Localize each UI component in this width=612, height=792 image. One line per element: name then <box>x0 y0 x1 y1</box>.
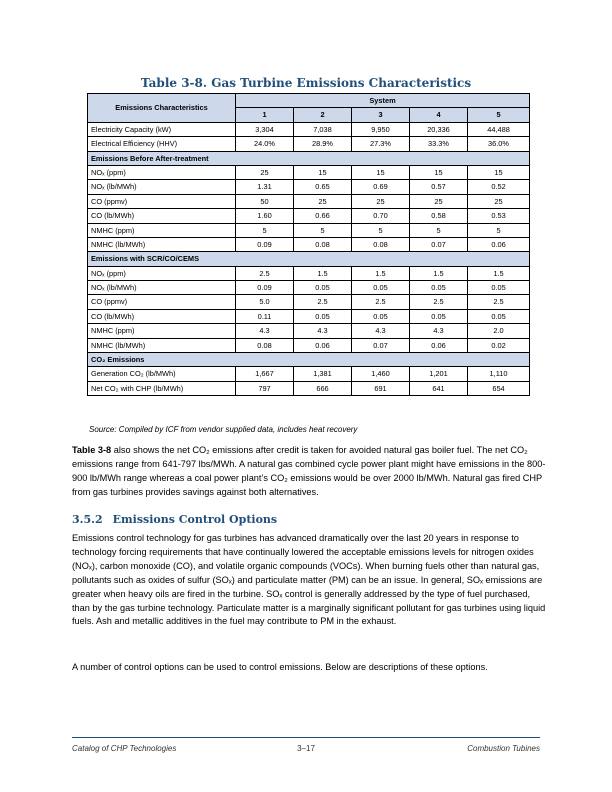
table-section-title: Emissions Before After-treatment <box>88 151 530 165</box>
table-row <box>88 194 530 208</box>
paragraph-control-options: A number of control options can be used to control emissions. Below are descriptions of these options. <box>72 662 488 672</box>
table-cell: 691 <box>352 381 410 395</box>
table-cell: 1.31 <box>236 180 294 194</box>
table-cell: 5 <box>352 223 410 237</box>
table-cell: 0.53 <box>468 209 530 223</box>
table-cell: 0.58 <box>410 209 468 223</box>
row-label: CO (ppmv) <box>88 295 236 309</box>
table-cell: 4.3 <box>236 324 294 338</box>
row-label: CO (ppmv) <box>88 194 236 208</box>
table-row <box>88 295 530 309</box>
table-cell: 15 <box>294 165 352 179</box>
footer-page-number: 3–17 <box>297 744 315 753</box>
table-cell: 4.3 <box>352 324 410 338</box>
table-cell: 1.5 <box>352 266 410 280</box>
row-label: Electricity Capacity (kW) <box>88 122 236 136</box>
row-label: Generation CO₂ (lb/MWh) <box>88 367 236 381</box>
footer-chapter-title: Combustion Tubines <box>467 744 540 753</box>
table-cell: 1.60 <box>236 209 294 223</box>
table-cell: 27.3% <box>352 137 410 151</box>
table-row <box>88 165 530 179</box>
table-cell: 1,667 <box>236 367 294 381</box>
table-row <box>88 209 530 223</box>
table-row <box>88 309 530 323</box>
table-cell: 0.05 <box>410 309 468 323</box>
table-cell: 0.05 <box>352 281 410 295</box>
table-reference: Table 3-8 <box>72 445 112 455</box>
section-number: 3.5.2 <box>72 513 103 526</box>
table-row <box>88 381 530 395</box>
row-label: Net CO₂ with CHP (lb/MWh) <box>88 381 236 395</box>
table-row <box>88 237 530 251</box>
table-cell: 641 <box>410 381 468 395</box>
table-cell: 0.06 <box>294 338 352 352</box>
table-cell: 0.05 <box>352 309 410 323</box>
table-row <box>88 281 530 295</box>
table-cell: 2.5 <box>410 295 468 309</box>
table-cell: 797 <box>236 381 294 395</box>
table-cell: 0.08 <box>236 338 294 352</box>
row-label: NMHC (ppm) <box>88 324 236 338</box>
system-column-header: 5 <box>468 108 530 122</box>
table-row <box>88 338 530 352</box>
table-cell: 4.3 <box>410 324 468 338</box>
system-column-header: 4 <box>410 108 468 122</box>
table-cell: 0.05 <box>294 281 352 295</box>
paragraph-net-co2 <box>72 444 548 500</box>
table-row <box>88 223 530 237</box>
row-label: Electrical Efficiency (HHV) <box>88 137 236 151</box>
table-cell: 0.69 <box>352 180 410 194</box>
emissions-table <box>87 93 530 396</box>
table-cell: 0.66 <box>294 209 352 223</box>
table-row <box>88 180 530 194</box>
table-cell: 50 <box>236 194 294 208</box>
table-cell: 33.3% <box>410 137 468 151</box>
table-cell: 20,336 <box>410 122 468 136</box>
table-cell: 1.5 <box>294 266 352 280</box>
row-label: CO (lb/MWh) <box>88 309 236 323</box>
table-cell: 666 <box>294 381 352 395</box>
table-cell: 1,381 <box>294 367 352 381</box>
table-cell: 1.5 <box>468 266 530 280</box>
table-cell: 44,488 <box>468 122 530 136</box>
table-cell: 654 <box>468 381 530 395</box>
row-label: NOₓ (lb/MWh) <box>88 281 236 295</box>
table-cell: 15 <box>468 165 530 179</box>
row-label: NMHC (lb/MWh) <box>88 237 236 251</box>
table-cell: 0.65 <box>294 180 352 194</box>
table-cell: 5 <box>236 223 294 237</box>
table-cell: 0.70 <box>352 209 410 223</box>
table-cell: 0.11 <box>236 309 294 323</box>
table-row <box>88 367 530 381</box>
row-label: NMHC (lb/MWh) <box>88 338 236 352</box>
row-label: NOₓ (lb/MWh) <box>88 180 236 194</box>
table-cell: 1,110 <box>468 367 530 381</box>
table-section-row <box>88 252 530 266</box>
footer-catalog-title: Catalog of CHP Technologies <box>72 744 177 753</box>
table-cell: 0.05 <box>410 281 468 295</box>
table-row <box>88 137 530 151</box>
row-label: NMHC (ppm) <box>88 223 236 237</box>
table-cell: 0.08 <box>352 237 410 251</box>
table-cell: 4.3 <box>294 324 352 338</box>
table-cell: 24.0% <box>236 137 294 151</box>
table-cell: 5 <box>294 223 352 237</box>
table-cell: 2.5 <box>294 295 352 309</box>
header-characteristics: Emissions Characteristics <box>88 94 236 123</box>
table-cell: 0.05 <box>468 309 530 323</box>
table-section-row <box>88 151 530 165</box>
section-title: Emissions Control Options <box>112 513 278 526</box>
table-cell: 0.57 <box>410 180 468 194</box>
table-cell: 1,460 <box>352 367 410 381</box>
table-cell: 9,950 <box>352 122 410 136</box>
row-label: CO (lb/MWh) <box>88 209 236 223</box>
table-cell: 0.07 <box>410 237 468 251</box>
table-section-title: Emissions with SCR/CO/CEMS <box>88 252 530 266</box>
table-cell: 5.0 <box>236 295 294 309</box>
table-cell: 25 <box>468 194 530 208</box>
table-cell: 0.05 <box>468 281 530 295</box>
table-cell: 7,038 <box>294 122 352 136</box>
table-cell: 1,201 <box>410 367 468 381</box>
paragraph-text: also shows the net CO₂ emissions after credit is taken for avoided natural gas boiler fuel. The net CO₂ emissions range from 641-797 lbs/MWh. A natural gas combined cycle power plant might have emissions in the 800-900 lb/MWh range whereas a coal power plant’s CO₂ emissions would be over 2000 lb/MWh. Natural gas fired CHP from gas turbines provides savings against both alternatives. <box>72 445 546 497</box>
table-cell: 1.5 <box>410 266 468 280</box>
table-cell: 0.09 <box>236 281 294 295</box>
table-row <box>88 122 530 136</box>
table-row <box>88 324 530 338</box>
row-label: NOₓ (ppm) <box>88 165 236 179</box>
table-cell: 0.08 <box>294 237 352 251</box>
row-label: NOₓ (ppm) <box>88 266 236 280</box>
table-cell: 25 <box>294 194 352 208</box>
system-column-header: 1 <box>236 108 294 122</box>
system-column-header: 2 <box>294 108 352 122</box>
table-cell: 0.02 <box>468 338 530 352</box>
table-cell: 15 <box>410 165 468 179</box>
table-cell: 28.9% <box>294 137 352 151</box>
table-cell: 2.5 <box>468 295 530 309</box>
table-title: Table 3-8. Gas Turbine Emissions Characteristics <box>140 76 472 90</box>
table-cell: 25 <box>236 165 294 179</box>
section-heading <box>72 513 277 526</box>
table-cell: 36.0% <box>468 137 530 151</box>
system-column-header: 3 <box>352 108 410 122</box>
table-cell: 2.0 <box>468 324 530 338</box>
table-cell: 2.5 <box>352 295 410 309</box>
table-cell: 0.52 <box>468 180 530 194</box>
table-cell: 0.05 <box>294 309 352 323</box>
table-cell: 0.09 <box>236 237 294 251</box>
table-cell: 3,304 <box>236 122 294 136</box>
table-cell: 15 <box>352 165 410 179</box>
table-row <box>88 266 530 280</box>
table-header <box>88 94 530 123</box>
table-section-title: CO₂ Emissions <box>88 353 530 367</box>
table-cell: 5 <box>468 223 530 237</box>
table-source: Source: Compiled by ICF from vendor supplied data, includes heat recovery <box>89 425 358 434</box>
table-cell: 0.06 <box>410 338 468 352</box>
footer-divider <box>72 737 540 738</box>
table-cell: 0.07 <box>352 338 410 352</box>
table-section-row <box>88 353 530 367</box>
table-cell: 25 <box>352 194 410 208</box>
table-cell: 5 <box>410 223 468 237</box>
paragraph-emissions-control: Emissions control technology for gas turbines has advanced dramatically over the last 20 years in response to technology forcing requirements that have continually lowered the acceptable emissions levels for nitrogen oxides (NOₓ), carbon monoxide (CO), and volatile organic compounds (VOCs). When burning fuels other than natural gas, pollutants such as oxides of sulfur (SOₓ) and particulate matter (PM) can be an issue. In general, SOₓ emissions are greater when heavy oils are fired in the turbine. SOₓ control is generally addressed by the type of fuel purchased, than by the gas turbine technology. Particulate matter is a marginally significant pollutant for gas turbines using liquid fuels. Ash and metallic additives in the fuel may contribute to PM in the exhaust. <box>72 533 546 627</box>
table-cell: 25 <box>410 194 468 208</box>
table-cell: 0.06 <box>468 237 530 251</box>
table-cell: 2.5 <box>236 266 294 280</box>
header-system: System <box>236 94 530 108</box>
